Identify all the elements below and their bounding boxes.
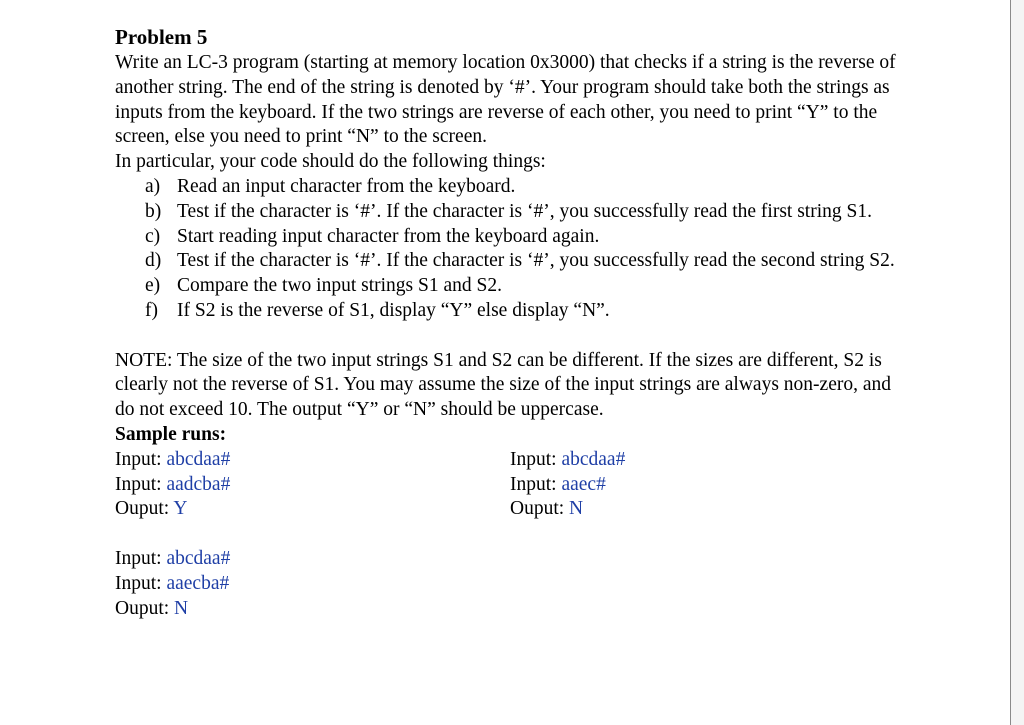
sample-output-line [115, 597, 551, 622]
step-text: Read an input character from the keyboard. [177, 175, 516, 197]
sample-output-line [115, 497, 510, 522]
step-marker: e) [145, 275, 161, 297]
sample-value: abcdaa# [166, 448, 231, 470]
spacer [115, 522, 905, 547]
sample-label: Ouput: [510, 498, 565, 520]
step-text: If S2 is the reverse of S1, display “Y” else display “N”. [177, 299, 610, 321]
step-text: Compare the two input strings S1 and S2. [177, 275, 502, 297]
sample-input-line [510, 473, 905, 498]
step-marker: d) [145, 250, 162, 272]
sample-value: aaecba# [166, 572, 230, 594]
sample-output-line [510, 497, 905, 522]
step-marker: c) [145, 225, 161, 247]
sample-value: Y [173, 498, 188, 520]
sample-run-2 [510, 448, 905, 522]
step-list [115, 175, 905, 324]
sample-value: abcdaa# [561, 448, 626, 470]
list-item [115, 225, 905, 250]
sample-run-3 [115, 547, 551, 621]
problem-note: NOTE: The size of the two input strings S1 and S2 can be different. If the sizes are different, S2 is clearly not the reverse of S1. You may assume the size of the input strings are always non-zero, and do not exceed 10. The output “Y” or “N” should be uppercase. [115, 349, 892, 421]
spacer [115, 324, 905, 349]
sample-label: Input: [115, 448, 162, 470]
sample-input-line [510, 448, 905, 473]
step-marker: f) [145, 299, 158, 321]
sample-input-line [115, 572, 551, 597]
sample-runs [115, 448, 905, 622]
sample-label: Input: [115, 473, 162, 495]
problem-lead-in: In particular, your code should do the following things: [115, 151, 546, 173]
list-item [115, 274, 905, 299]
sample-label: Input: [115, 547, 162, 569]
sample-value: N [569, 498, 584, 520]
sample-label: Ouput: [115, 597, 170, 619]
sample-row [115, 448, 905, 522]
sample-input-line [115, 448, 510, 473]
sample-value: abcdaa# [166, 547, 231, 569]
problem-title: Problem 5 [115, 25, 208, 49]
problem-content [115, 24, 905, 621]
problem-intro: Write an LC-3 program (starting at memory location 0x3000) that checks if a string is the reverse of another string. The end of the string is denoted by ‘#’. Your program should take both the strings as inputs from the keyboard. If the two strings are reverse of each other, you need to print “Y” to the screen, else you need to print “N” to the screen. [115, 52, 896, 148]
list-item [115, 249, 905, 274]
sample-value: aadcba# [166, 473, 231, 495]
step-text: Start reading input character from the keyboard again. [177, 225, 600, 247]
step-marker: b) [145, 200, 162, 222]
sample-value: N [174, 597, 189, 619]
sample-input-line [115, 547, 551, 572]
sample-label: Input: [510, 448, 557, 470]
step-text: Test if the character is ‘#’. If the character is ‘#’, you successfully read the first string S1. [177, 200, 872, 222]
list-item [115, 175, 905, 200]
samples-heading: Sample runs: [115, 423, 227, 445]
sample-run-1 [115, 448, 510, 522]
sample-input-line [115, 473, 510, 498]
sample-label: Ouput: [115, 498, 170, 520]
list-item [115, 200, 905, 225]
sample-value: aaec# [561, 473, 606, 495]
step-marker: a) [145, 175, 161, 197]
viewer-margin [1011, 0, 1024, 725]
list-item [115, 299, 905, 324]
sample-label: Input: [115, 572, 162, 594]
sample-label: Input: [510, 473, 557, 495]
step-text: Test if the character is ‘#’. If the character is ‘#’, you successfully read the second string S2. [177, 250, 895, 272]
